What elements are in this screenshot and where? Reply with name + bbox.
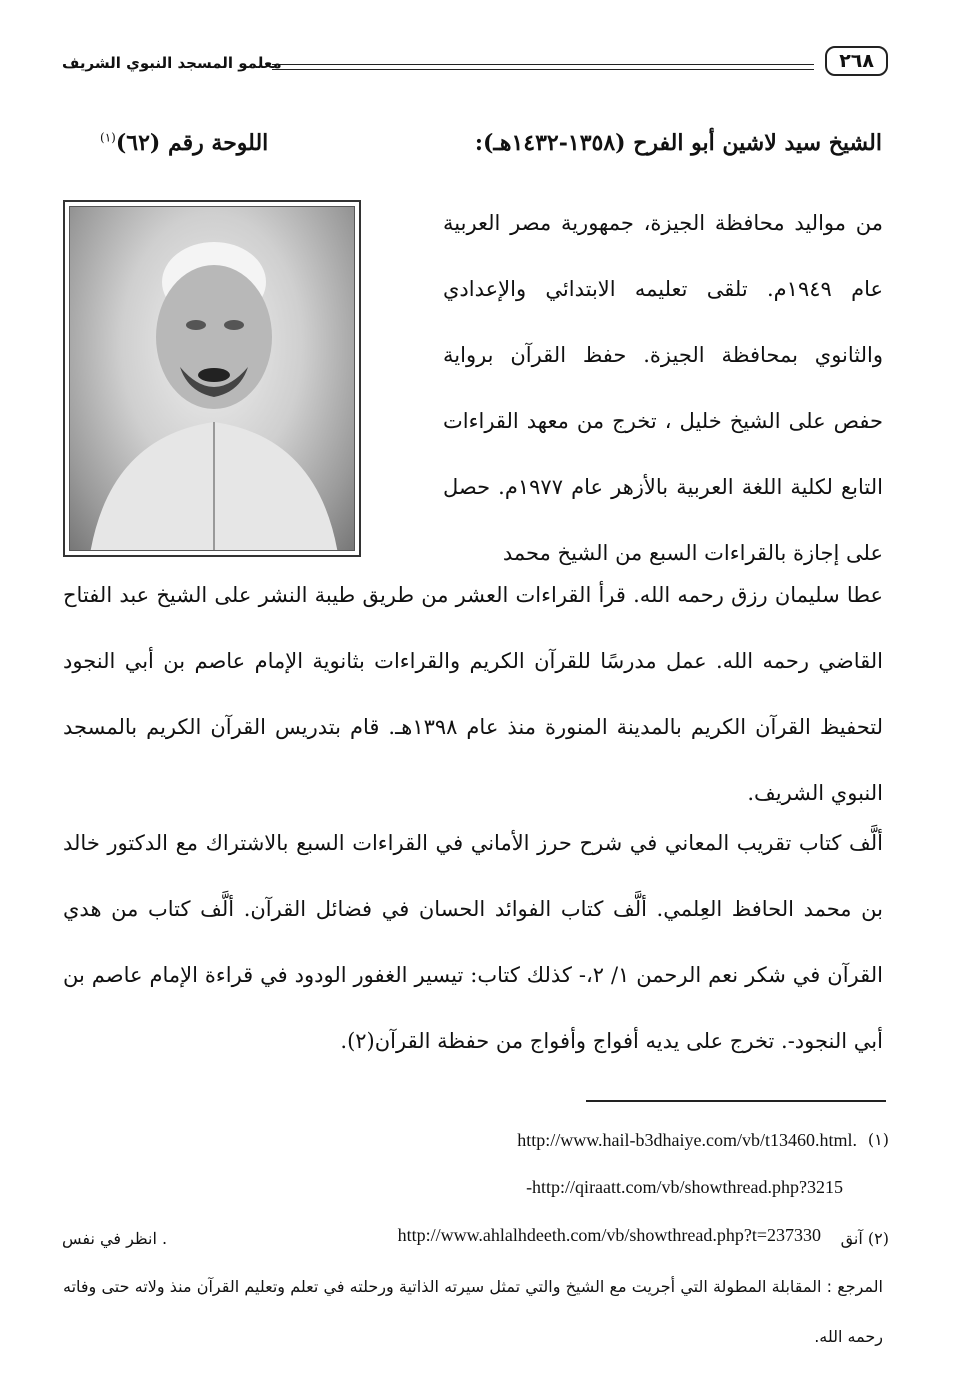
paragraph-biography-works: ألَّف كتاب تقريب المعاني في شرح حرز الأماني في القراءات السبع بالاشتراك مع الدكتور خالد بن محمد الحافظ العِلمي. ألَّف كتاب الفوائد الحسان في فضائل القرآن. ألَّف كتاب من هدي القرآن في شكر نعم الرحمن ١/ ٢،- كذلك كتاب: تيسير الغفور الودود في قراءة الإمام عاصم بن أبي النجود-. تخرج على يديه أفواج وأفواج من حفظة القرآن(٢). bbox=[63, 831, 883, 1053]
paragraph-biography-career: عطا سليمان رزق رحمه الله. قرأ القراءات العشر من طريق طيبة النشر على الشيخ عبد الفتاح القاضي رحمه الله. عمل مدرسًا للقرآن الكريم والقراءات بثانوية الإمام عاصم بن أبي النجود لتحفيظ القرآن الكريم بالمدينة المنورة منذ عام ١٣٩٨هـ. قام بتدريس القرآن الكريم بالمسجد النبوي الشريف. bbox=[63, 583, 883, 805]
entry-name-heading: الشيخ سيد لاشين أبو الفرح (١٣٥٨-١٤٣٢هـ): bbox=[474, 130, 882, 156]
footnote-1-mark: (١) bbox=[867, 1130, 889, 1149]
footnote-2-mark: (٢) آنق bbox=[840, 1229, 889, 1248]
entry-heading-row bbox=[60, 130, 882, 170]
footnote-1-url-1: http://www.hail-b3dhaiye.com/vb/t13460.html. bbox=[517, 1130, 857, 1150]
page-number: ٢٦٨ bbox=[825, 46, 888, 76]
portrait-photo-icon bbox=[70, 207, 355, 551]
plate-label bbox=[100, 130, 268, 156]
plate-label-text: اللوحة رقم (٦٢) bbox=[115, 130, 269, 156]
footnote-1-url-2: -http://qiraatt.com/vb/showthread.php?3215 bbox=[526, 1177, 843, 1197]
footnote-2-url: http://www.ahlalhdeeth.com/vb/showthread.php?t=237330 bbox=[397, 1225, 821, 1245]
paragraph-biography-intro: من مواليد محافظة الجيزة، جمهورية مصر العربية عام ١٩٤٩م. تلقى تعليمه الابتدائي والإعدادي والثانوي بمحافظة الجيزة. حفظ القرآن برواية حفص على الشيخ خليل ، تخرج من معهد القراءات التابع لكلية اللغة العربية بالأزهر عام ١٩٧٧م. حصل على إجازة بالقراءات السبع من الشيخ محمد bbox=[443, 211, 883, 565]
plate-footnote-mark: (١) bbox=[100, 130, 116, 145]
portrait-photo bbox=[69, 206, 355, 551]
header-rule bbox=[272, 64, 814, 70]
portrait-photo-frame bbox=[63, 200, 361, 557]
running-header bbox=[62, 44, 888, 92]
running-title: معلمو المسجد النبوي الشريف bbox=[62, 54, 282, 72]
footnote-separator bbox=[586, 1100, 886, 1102]
footnote-2-text: المرجع : المقابلة المطولة التي أجريت مع الشيخ والتي تمثل سيرته الذاتية ورحلته في تعلم وتعليم القرآن منذ ولاته حتى وفاته رحمه الله. bbox=[63, 1277, 883, 1346]
footnote-2-tail: . انظر في نفس bbox=[62, 1229, 168, 1248]
